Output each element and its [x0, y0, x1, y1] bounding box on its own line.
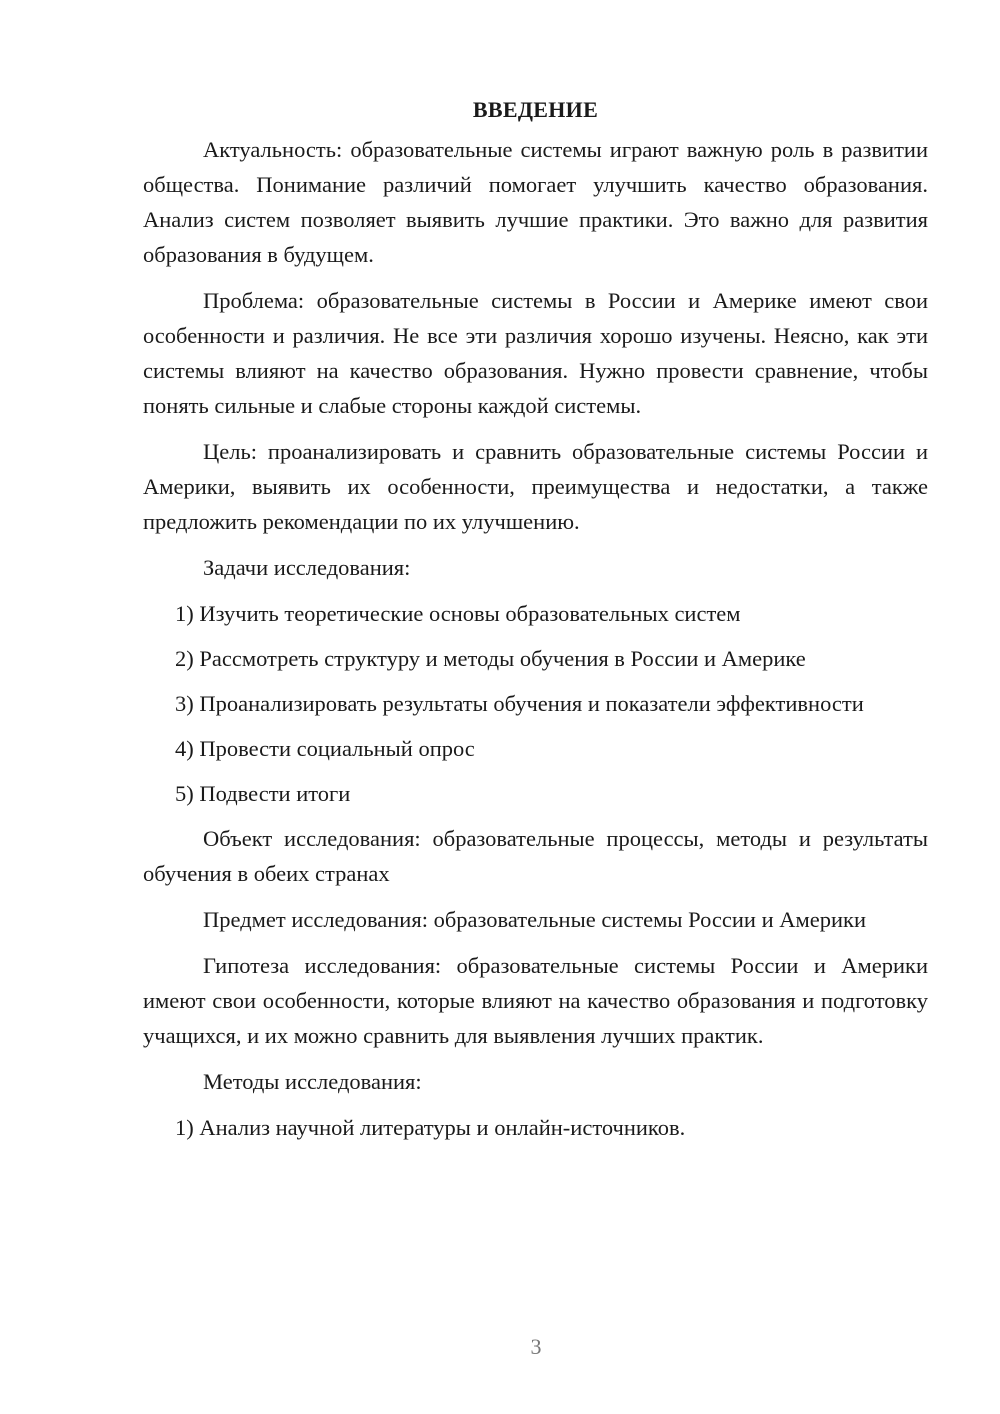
object-paragraph: Объект исследования: образовательные процессы, методы и результаты обучения в обеих странах: [143, 826, 928, 886]
task-item: 4) Провести социальный опрос: [175, 736, 475, 761]
methods-heading: Методы исследования:: [203, 1069, 422, 1094]
task-item: 5) Подвести итоги: [175, 781, 351, 806]
subject-paragraph: Предмет исследования: образовательные системы России и Америки: [203, 907, 866, 932]
goal-paragraph: Цель: проанализировать и сравнить образовательные системы России и Америки, выявить их особенности, преимущества и недостатки, а также предложить рекомендации по их улучшению.: [143, 439, 928, 534]
method-item: 1) Анализ научной литературы и онлайн-источников.: [175, 1115, 686, 1140]
hypothesis-paragraph: Гипотеза исследования: образовательные системы России и Америки имеют свои особенности, которые влияют на качество образования и подготовку учащихся, и их можно сравнить для выявления лучших практик.: [143, 953, 928, 1048]
problem-paragraph: Проблема: образовательные системы в России и Америке имеют свои особенности и различия. Не все эти различия хорошо изучены. Неясно, как эти системы влияют на качество образования. Нужно провести сравнение, чтобы понять сильные и слабые стороны каждой системы.: [143, 288, 928, 418]
task-item: 1) Изучить теоретические основы образовательных систем: [175, 601, 741, 626]
relevance-paragraph: Актуальность: образовательные системы играют важную роль в развитии общества. Понимание различий помогает улучшить качество образования. Анализ систем позволяет выявить лучшие практики. Это важно для развития образования в будущем.: [143, 137, 928, 267]
tasks-heading: Задачи исследования:: [203, 555, 411, 580]
page-number: 3: [530, 1334, 542, 1359]
section-title: ВВЕДЕНИЕ: [472, 97, 599, 122]
task-item: 2) Рассмотреть структуру и методы обучения в России и Америке: [175, 646, 806, 671]
task-item: 3) Проанализировать результаты обучения и показатели эффективности: [175, 691, 864, 716]
document-page: [143, 95, 928, 1155]
